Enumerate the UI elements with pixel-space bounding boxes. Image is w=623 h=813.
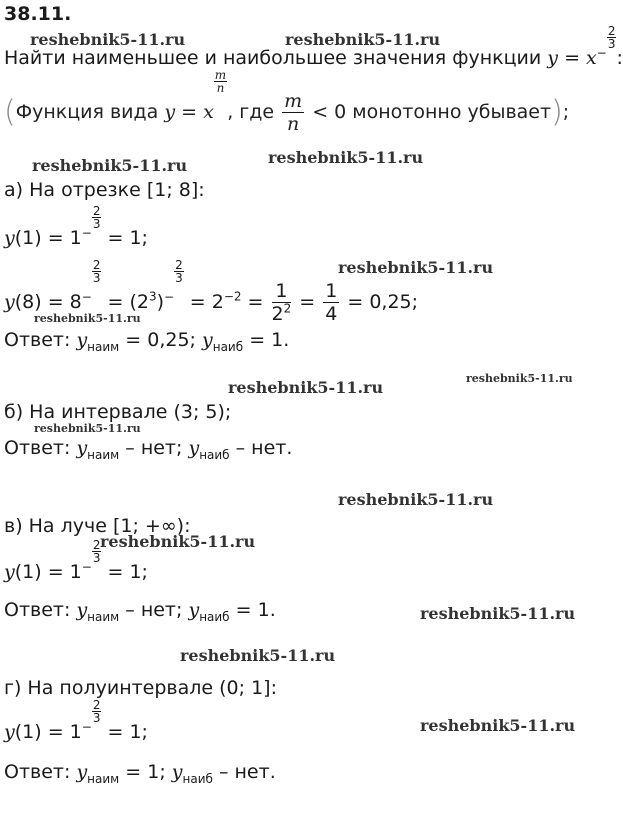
part-a-answer: Ответ: $y_{наим} = 0,25$; $y_{наиб} = 1$. [4, 329, 290, 354]
watermark: reshebnik5-11.ru [420, 604, 576, 623]
watermark: reshebnik5-11.ru [32, 156, 188, 175]
watermark: reshebnik5-11.ru [338, 258, 494, 277]
watermark: reshebnik5-11.ru [420, 716, 576, 735]
watermark: reshebnik5-11.ru [34, 312, 141, 325]
watermark: reshebnik5-11.ru [30, 30, 186, 49]
task-statement: Найти наименьшее и наибольшее значения функции $y = x^{- \frac{2}{3}}$ : [4, 23, 623, 69]
part-b-label: б) На интервале (3; 5); [4, 401, 232, 423]
watermark: reshebnik5-11.ru [34, 422, 141, 435]
monotonic-note: (Функция вида y = x $^{\frac{m}{n}}$ , где $\frac{m}{n}$ < 0 монотонно убывает); [4, 67, 570, 135]
part-d-y1: $y(1) = 1^{- \frac{2}{3}}$ = 1; [4, 697, 148, 743]
part-c-answer: Ответ: $y_{наим}$ – нет; $y_{наиб} = 1$. [4, 599, 276, 624]
watermark: reshebnik5-11.ru [180, 646, 336, 665]
part-c-y1: $y(1) = 1^{- \frac{2}{3}}$ = 1; [4, 537, 148, 583]
part-b-answer: Ответ: $y_{наим}$ – нет; $y_{наиб}$ – нет. [4, 437, 293, 462]
watermark: reshebnik5-11.ru [466, 372, 573, 385]
problem-title: 38.11. [4, 3, 72, 25]
watermark: reshebnik5-11.ru [268, 148, 424, 167]
part-d-answer: Ответ: $y_{наим} = 1$; $y_{наиб}$ – нет. [4, 761, 276, 786]
part-a-label: а) На отрезке [1; 8]: [4, 179, 205, 201]
part-a-y8: $y(8) = 8^{- \frac{2}{3}}$ = $(2^3)^{- \frac{2}{3}}$ = $2^{-2}$ = $\frac{1}{2^2}$ = $\frac{1}{4}$ = 0,25; [4, 257, 419, 325]
part-a-y1: $y(1) = 1^{- \frac{2}{3}}$ = 1; [4, 203, 148, 249]
part-d-label: г) На полуинтервале (0; 1]: [4, 677, 277, 699]
part-c-label: в) На луче [1; +∞): [4, 515, 191, 537]
watermark: reshebnik5-11.ru [100, 532, 256, 551]
watermark: reshebnik5-11.ru [338, 490, 494, 509]
watermark: reshebnik5-11.ru [285, 30, 441, 49]
watermark: reshebnik5-11.ru [228, 378, 384, 397]
